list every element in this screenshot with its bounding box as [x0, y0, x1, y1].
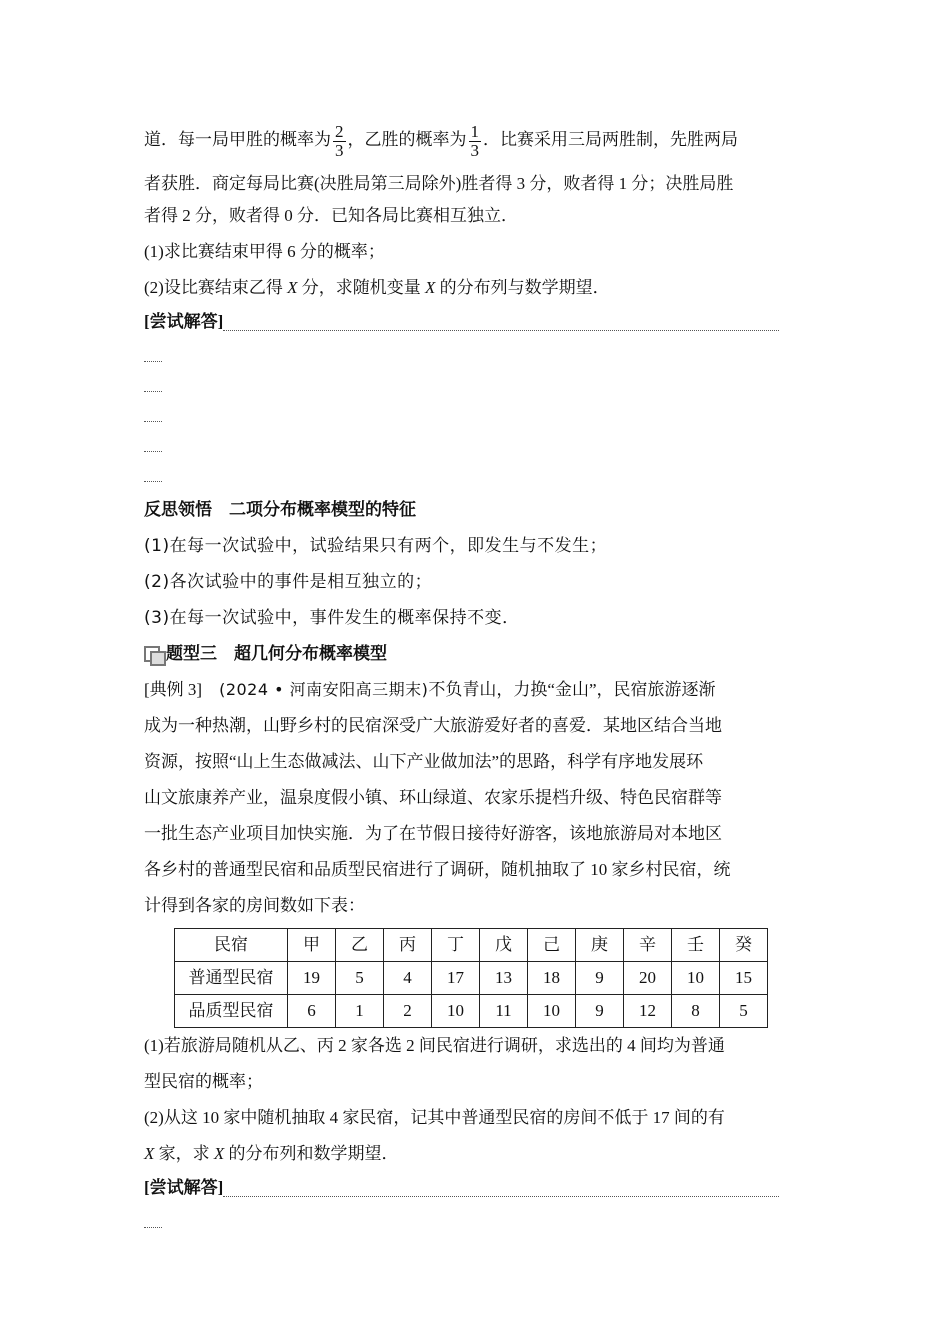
- example-text: 不负青山，力换“金山”，民宿旅游逐渐: [428, 680, 716, 699]
- answer-rule: [223, 1196, 779, 1197]
- example-line: 各乡村的普通型民宿和品质型民宿进行了调研，随机抽取了 10 家乡村民宿，统: [144, 860, 731, 879]
- text-segment: 分，求随机变量: [297, 278, 425, 297]
- example-line: 一批生态产业项目加快实施．为了在节假日接待好游客，该地旅游局对本地区: [144, 824, 722, 843]
- table-cell: 戊: [480, 929, 528, 962]
- text-segment: ，乙胜的概率为: [347, 130, 467, 149]
- example-question-2: (2)从这 10 家中随机抽取 4 家民宿，记其中普通型民宿的房间不低于 17 间的有: [144, 1108, 725, 1127]
- text-segment: ．比赛采用三局两胜制，先胜两局: [483, 130, 738, 149]
- room-count-table: [174, 928, 808, 1028]
- reflect-title: 反思领悟 二项分布概率模型的特征: [144, 500, 416, 519]
- variable-x: X: [213, 1144, 225, 1163]
- table-cell: 甲: [288, 929, 336, 962]
- reflect-item-2: (2)各次试验中的事件是相互独立的；: [144, 572, 433, 592]
- table-cell: 辛: [624, 929, 672, 962]
- attempt-answer-line[interactable]: [144, 308, 808, 340]
- table-cell: 9: [576, 995, 624, 1028]
- answer-blank-line[interactable]: [144, 1206, 808, 1236]
- table-cell: 10: [528, 995, 576, 1028]
- table-cell: 6: [288, 995, 336, 1028]
- text-segment: (2)设比赛结束乙得: [144, 278, 288, 297]
- table-cell: 2: [384, 995, 432, 1028]
- table-row: [175, 995, 768, 1028]
- table-cell: 19: [288, 962, 336, 995]
- table-cell: 5: [720, 995, 768, 1028]
- answer-blank-line[interactable]: [144, 370, 808, 400]
- reflect-item-3: (3)在每一次试验中，事件发生的概率保持不变．: [144, 608, 520, 628]
- answer-blank-line[interactable]: [144, 400, 808, 430]
- table-cell: 丙: [384, 929, 432, 962]
- problem-line-2: 者获胜．商定每局比赛(决胜局第三局除外)胜者得 3 分，败者得 1 分；决胜局胜: [144, 174, 734, 193]
- variable-x: X: [144, 1144, 155, 1163]
- table-cell: 4: [384, 962, 432, 995]
- answer-blank-line[interactable]: [144, 460, 808, 490]
- table-cell: 1: [336, 995, 384, 1028]
- table-cell: 普通型民宿: [175, 962, 288, 995]
- attempt-label: [尝试解答]: [144, 312, 224, 331]
- table-cell: 庚: [576, 929, 624, 962]
- example-question-2-cont: [144, 1136, 808, 1172]
- table-cell: 17: [432, 962, 480, 995]
- table-cell: 8: [672, 995, 720, 1028]
- table-cell: 10: [432, 995, 480, 1028]
- example-line: 计得到各家的房间数如下表：: [144, 896, 365, 915]
- table-cell: 11: [480, 995, 528, 1028]
- fraction-numerator: 2: [335, 121, 344, 141]
- variable-x: X: [424, 278, 436, 297]
- variable-x: X: [287, 278, 298, 297]
- example-question-1: (1)若旅游局随机从乙、丙 2 家各选 2 间民宿进行调研，求选出的 4 间均为普通: [144, 1036, 725, 1055]
- reflect-item-1: (1)在每一次试验中，试验结果只有两个，即发生与不发生；: [144, 536, 608, 556]
- table-cell: 5: [336, 962, 384, 995]
- table-cell: 丁: [432, 929, 480, 962]
- table-cell: 9: [576, 962, 624, 995]
- table-cell: 18: [528, 962, 576, 995]
- table-cell: 20: [624, 962, 672, 995]
- example-label: [典例 3]: [144, 680, 203, 699]
- fraction-denominator: 3: [335, 140, 344, 160]
- answer-blank-line[interactable]: [144, 430, 808, 460]
- text-segment: 的分布列与数学期望．: [435, 278, 610, 297]
- table-header-row: [175, 929, 768, 962]
- attempt-answer-line[interactable]: [144, 1174, 808, 1206]
- fraction-one-third: [469, 123, 482, 160]
- answer-blank-line[interactable]: [144, 340, 808, 370]
- table-row: [175, 962, 768, 995]
- problem-line-1: [144, 120, 808, 160]
- table-cell: 民宿: [175, 929, 288, 962]
- text-segment: 道．每一局甲胜的概率为: [144, 130, 331, 149]
- fraction-numerator: 1: [470, 121, 479, 141]
- table-cell: 12: [624, 995, 672, 1028]
- example-question-1-cont: 型民宿的概率；: [144, 1072, 263, 1091]
- example-source: (2024 • 河南安阳高三期末): [219, 680, 429, 699]
- answer-rule: [223, 330, 779, 331]
- example-line: 成为一种热潮，山野乡村的民宿深受广大旅游爱好者的喜爱．某地区结合当地: [144, 716, 722, 735]
- question-2: [144, 270, 808, 306]
- example-line-1: [144, 672, 808, 708]
- fraction-two-thirds: [333, 123, 346, 160]
- problem-line-3: 者得 2 分，败者得 0 分．已知各局比赛相互独立．: [144, 206, 518, 225]
- table-cell: 癸: [720, 929, 768, 962]
- table-cell: 15: [720, 962, 768, 995]
- text-segment: 的分布列和数学期望．: [224, 1144, 399, 1163]
- fraction-denominator: 3: [470, 140, 479, 160]
- question-1: (1)求比赛结束甲得 6 分的概率；: [144, 242, 385, 261]
- example-line: 山文旅康养产业，温泉度假小镇、环山绿道、农家乐提档升级、特色民宿群等: [144, 788, 722, 807]
- table-cell: 乙: [336, 929, 384, 962]
- topic-title: 题型三 超几何分布概率模型: [166, 644, 387, 663]
- table-cell: 10: [672, 962, 720, 995]
- table-cell: 壬: [672, 929, 720, 962]
- attempt-label: [尝试解答]: [144, 1178, 224, 1197]
- table-cell: 品质型民宿: [175, 995, 288, 1028]
- table-cell: 13: [480, 962, 528, 995]
- topic-icon: [144, 644, 164, 664]
- topic-heading: [144, 636, 808, 672]
- text-segment: 家，求: [154, 1144, 214, 1163]
- table-cell: 己: [528, 929, 576, 962]
- document-page: [144, 120, 808, 1236]
- example-line: 资源，按照“山上生态做减法、山下产业做加法”的思路，科学有序地发展环: [144, 752, 704, 771]
